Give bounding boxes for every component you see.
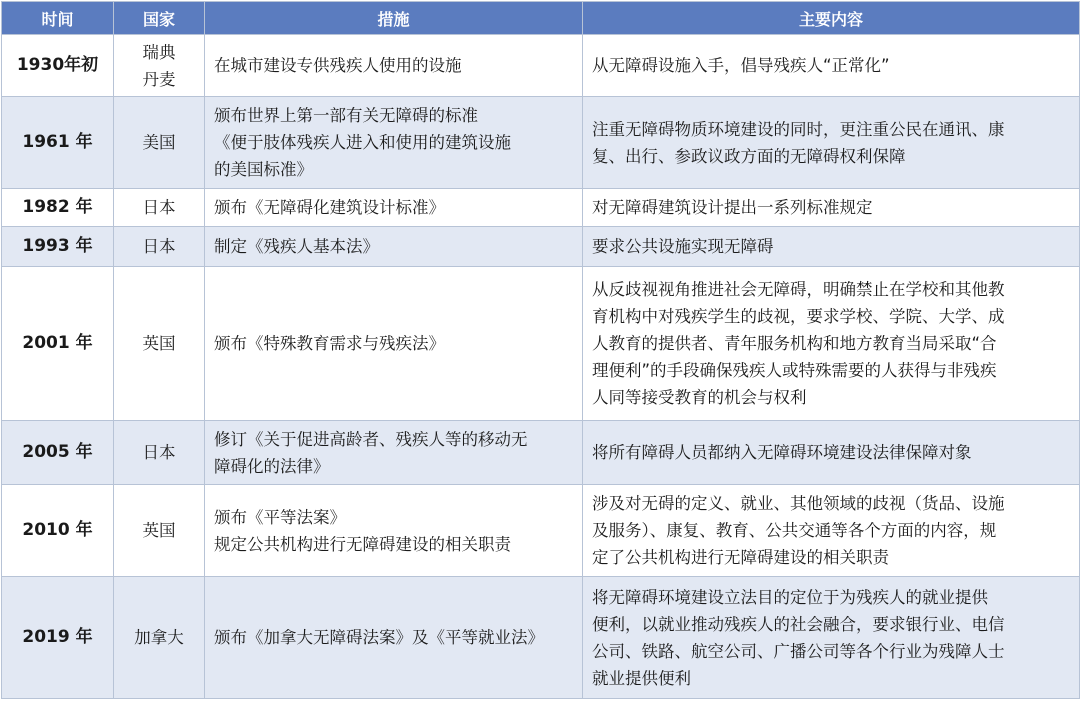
measure-cell — [205, 421, 583, 485]
country-text: 加拿大 — [134, 628, 184, 647]
policy-table — [1, 1, 1080, 699]
content-text: 从无障碍设施入手，倡导残疾人“正常化” — [592, 56, 890, 75]
time-cell: 1993 年 — [2, 227, 114, 267]
country-cell — [114, 35, 205, 97]
table-row — [2, 267, 1080, 421]
measure-cell — [205, 97, 583, 189]
content-text: 从反歧视视角推进社会无障碍，明确禁止在学校和其他教 育机构中对残疾学生的歧视，要求学校、学院、大学、成 人教育的提供者、青年服务机构和地方教育当局采取“合 理便利”的手段确保残疾人或特殊需要的人获得与非残疾 人同等接受教育的机会与权利 — [592, 280, 1005, 407]
measure-cell — [205, 227, 583, 267]
measure-cell — [205, 267, 583, 421]
content-cell — [583, 577, 1080, 699]
time-cell: 1982 年 — [2, 189, 114, 227]
table-row — [2, 421, 1080, 485]
header-measure: 措施 — [205, 2, 583, 35]
content-cell — [583, 267, 1080, 421]
header-row — [2, 2, 1080, 35]
content-text: 要求公共设施实现无障碍 — [592, 237, 774, 256]
content-text: 将无障碍环境建设立法目的定位于为残疾人的就业提供 便利，以就业推动残疾人的社会融合，要求银行业、电信 公司、铁路、航空公司、广播公司等各个行业为残障人士 就业提供便利 — [592, 587, 1005, 688]
measure-text: 颁布《平等法案》 规定公共机构进行无障碍建设的相关职责 — [214, 507, 511, 554]
header-time: 时间 — [2, 2, 114, 35]
measure-cell — [205, 577, 583, 699]
country-cell — [114, 577, 205, 699]
table-row — [2, 227, 1080, 267]
measure-cell — [205, 485, 583, 577]
country-cell — [114, 97, 205, 189]
country-text: 美国 — [142, 133, 176, 152]
country-text: 英国 — [142, 521, 176, 540]
content-text: 对无障碍建筑设计提出一系列标准规定 — [592, 198, 873, 217]
content-text: 注重无障碍物质环境建设的同时，更注重公民在通讯、康 复、出行、参政议政方面的无障碍权利保障 — [592, 119, 1005, 166]
content-text: 将所有障碍人员都纳入无障碍环境建设法律保障对象 — [592, 443, 972, 462]
measure-text: 颁布《特殊教育需求与残疾法》 — [214, 334, 445, 353]
country-text: 日本 — [142, 237, 176, 256]
time-cell: 2019 年 — [2, 577, 114, 699]
content-text: 涉及对无碍的定义、就业、其他领域的歧视（货品、设施 及服务）、康复、教育、公共交通等各个方面的内容，规 定了公共机构进行无障碍建设的相关职责 — [592, 494, 1005, 567]
measure-text: 颁布《加拿大无障碍法案》及《平等就业法》 — [214, 628, 544, 647]
time-cell: 2005 年 — [2, 421, 114, 485]
time-cell: 1961 年 — [2, 97, 114, 189]
country-cell — [114, 485, 205, 577]
table-row — [2, 577, 1080, 699]
table-row — [2, 35, 1080, 97]
header-country: 国家 — [114, 2, 205, 35]
time-cell: 2010 年 — [2, 485, 114, 577]
time-cell: 1930年初 — [2, 35, 114, 97]
content-cell — [583, 421, 1080, 485]
measure-cell — [205, 35, 583, 97]
country-cell — [114, 267, 205, 421]
country-cell — [114, 189, 205, 227]
measure-text: 制定《残疾人基本法》 — [214, 237, 379, 256]
time-cell: 2001 年 — [2, 267, 114, 421]
content-cell — [583, 97, 1080, 189]
measure-text: 颁布世界上第一部有关无障碍的标准 《便于肢体残疾人进入和使用的建筑设施 的美国标准》 — [214, 106, 511, 179]
header-content: 主要内容 — [583, 2, 1080, 35]
content-cell — [583, 485, 1080, 577]
table-row — [2, 189, 1080, 227]
country-cell — [114, 421, 205, 485]
measure-text: 在城市建设专供残疾人使用的设施 — [214, 56, 462, 75]
content-cell — [583, 227, 1080, 267]
table-row — [2, 97, 1080, 189]
content-cell — [583, 189, 1080, 227]
country-text: 英国 — [142, 334, 176, 353]
measure-text: 修订《关于促进高龄者、残疾人等的移动无 障碍化的法律》 — [214, 429, 528, 476]
country-text: 日本 — [142, 443, 176, 462]
measure-cell — [205, 189, 583, 227]
measure-text: 颁布《无障碍化建筑设计标准》 — [214, 198, 445, 217]
country-text: 瑞典 丹麦 — [142, 42, 176, 89]
table-row — [2, 485, 1080, 577]
content-cell — [583, 35, 1080, 97]
country-cell — [114, 227, 205, 267]
country-text: 日本 — [142, 198, 176, 217]
